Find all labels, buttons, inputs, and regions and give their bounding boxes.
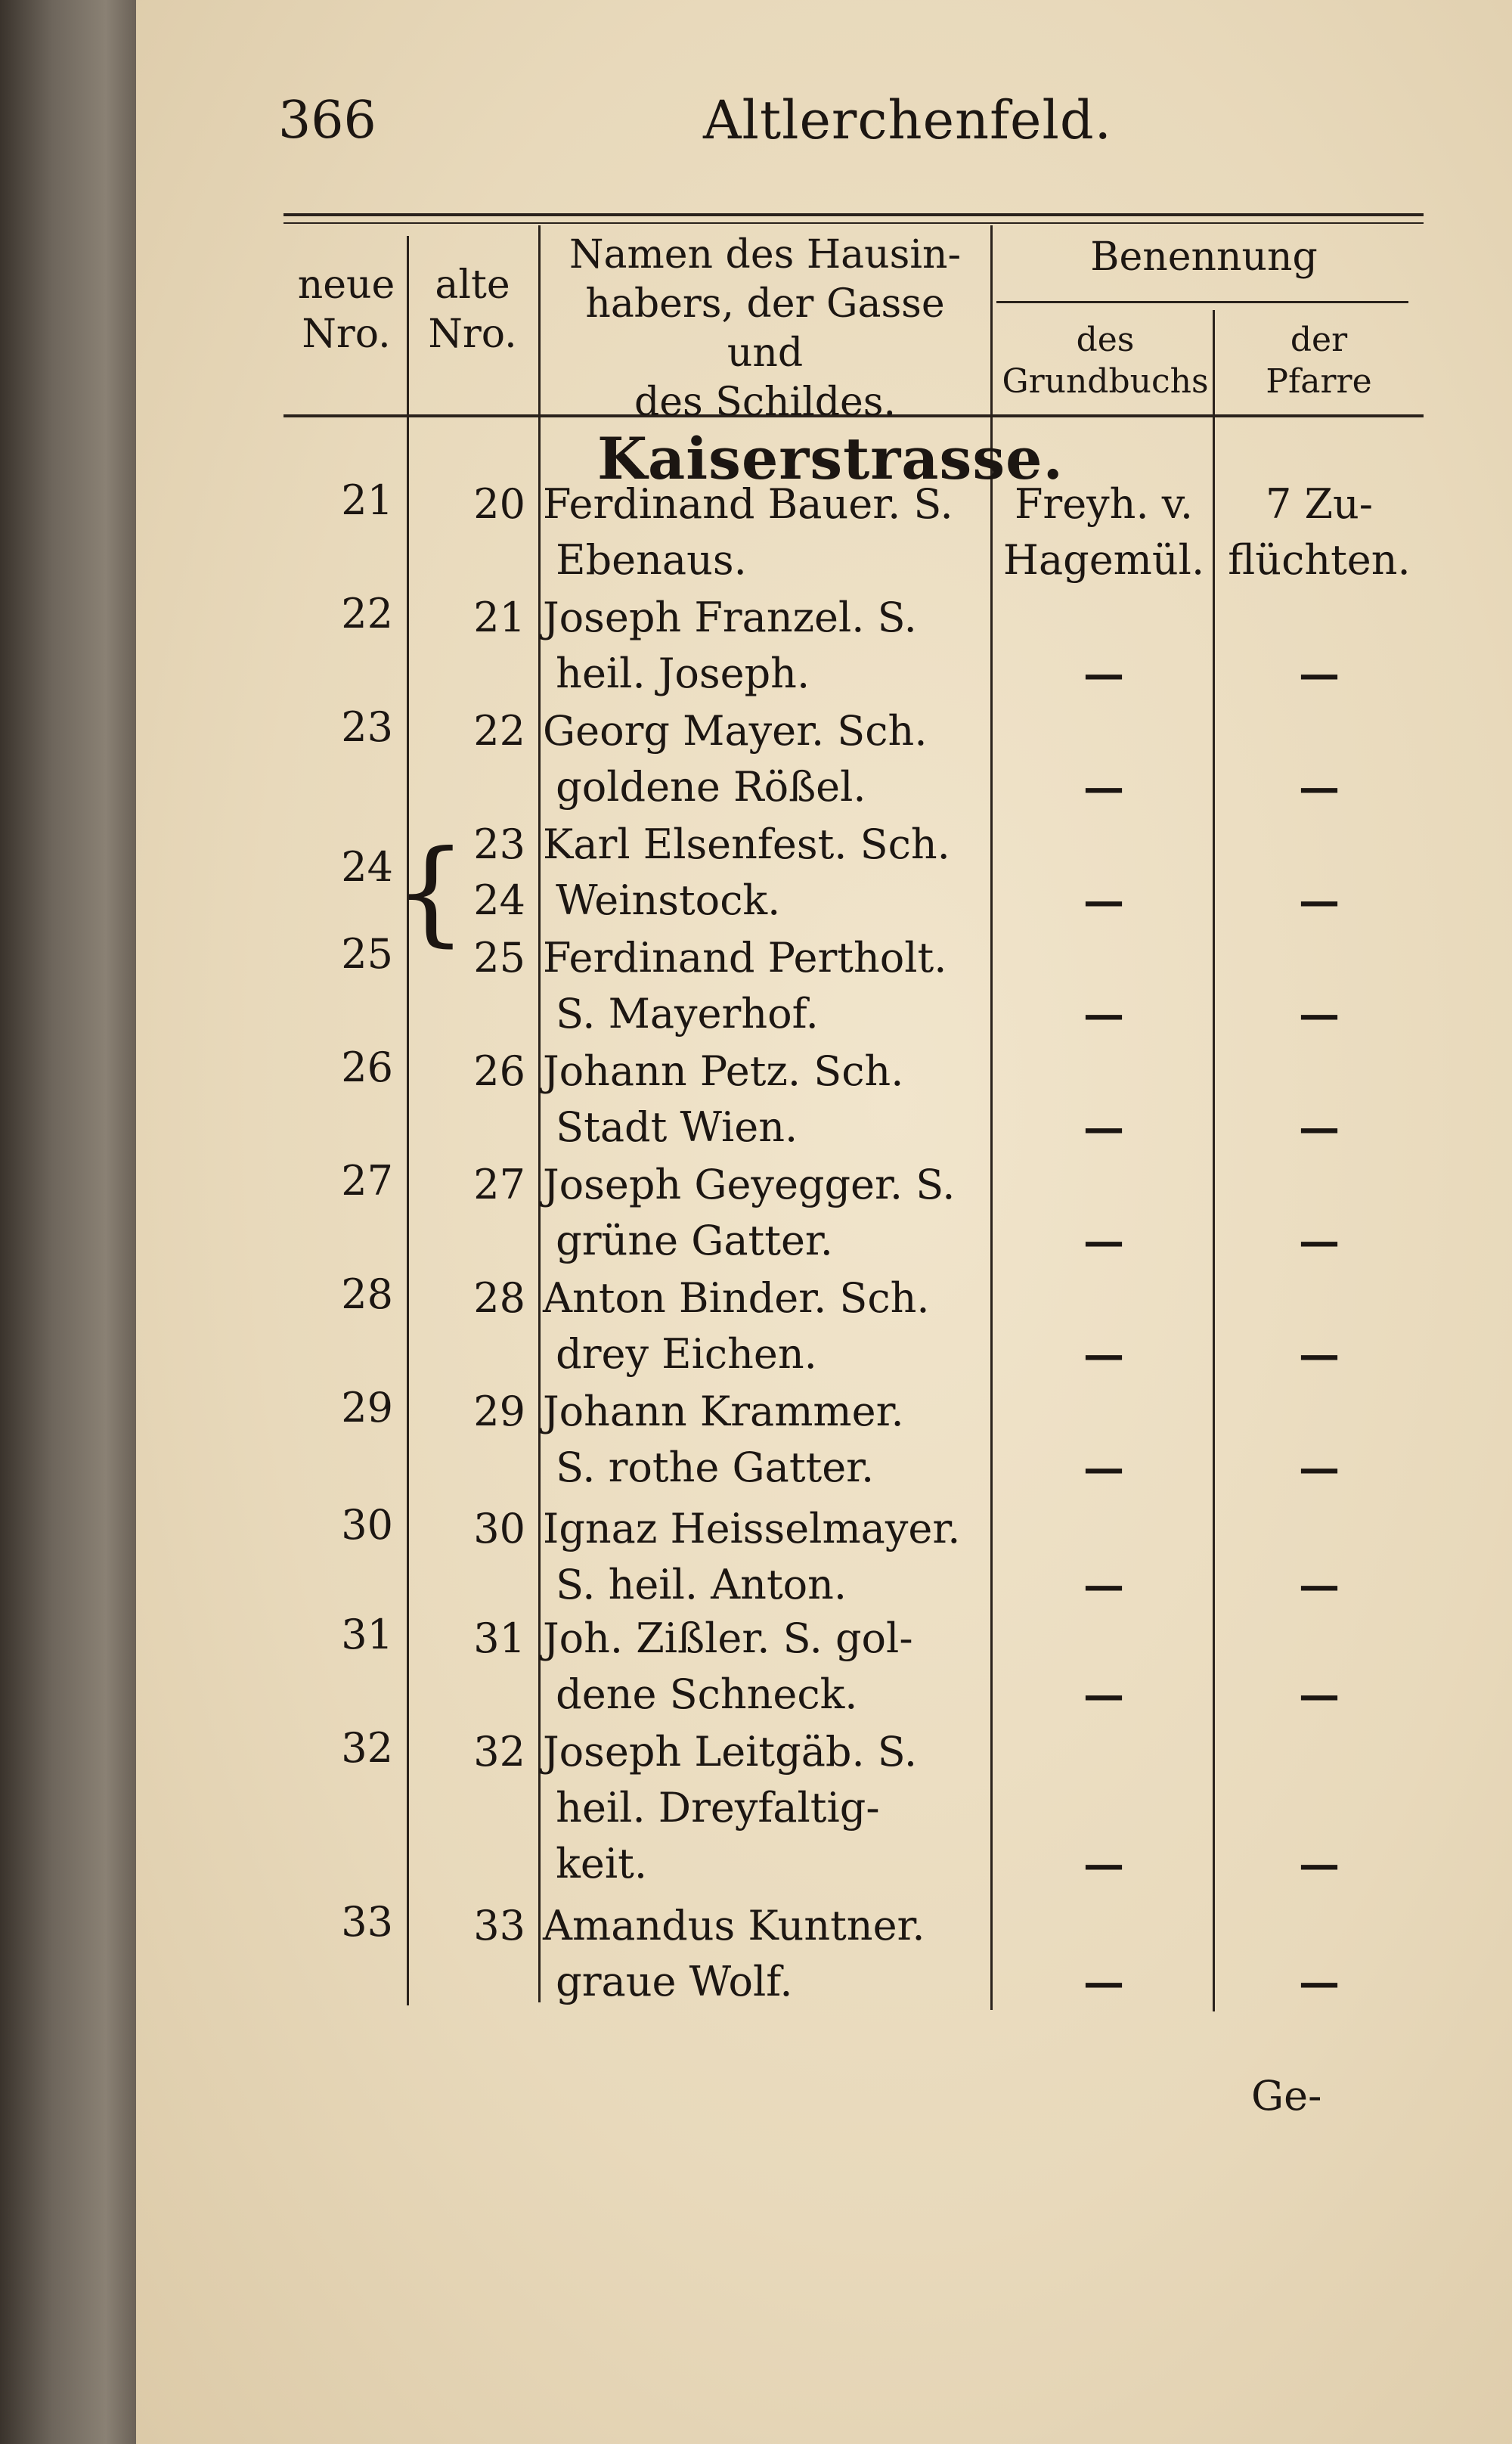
column-line [407,236,409,2005]
pfarre-value: — [1299,1840,1340,1888]
house-entry: Joseph Geyegger. S. grüne Gatter. [543,1161,956,1264]
new-number: 23 [341,703,393,751]
grundbuch-value: — [1083,1330,1124,1379]
house-entry: Georg Mayer. Sch. goldene Rößel. [543,707,928,811]
pfarre-value: — [1299,1561,1340,1609]
header-grundbuch: des Grundbuchs [1002,321,1209,401]
grundbuch-value: — [1083,1217,1124,1265]
old-number: 23 24 [473,820,525,924]
house-entry: Karl Elsenfest. Sch. Weinstock. [543,820,950,924]
new-number: 28 [341,1270,393,1318]
house-entry: Johann Petz. Sch. Stadt Wien. [543,1047,904,1151]
grundbuch-value: Freyh. v. Hagemül. [1002,480,1205,584]
new-number: 21 [341,476,393,524]
column-line [538,225,541,2002]
pfarre-value: — [1299,763,1340,811]
old-number: 30 [473,1505,525,1552]
new-number: 29 [341,1384,393,1431]
pfarre-value: — [1299,876,1340,925]
new-number: 26 [341,1044,393,1091]
old-number: 33 [473,1902,525,1949]
old-number: 26 [473,1047,525,1095]
house-entry: Joseph Franzel. S. heil. Joseph. [543,594,917,697]
pfarre-value: — [1299,1444,1340,1492]
header-name: Namen des Hausin- habers, der Gasse und des Schildes. [569,232,962,425]
catchword: Ge- [1251,2072,1322,2120]
house-entry: Ignaz Heisselmayer. S. heil. Anton. [543,1505,961,1608]
column-line [1213,310,1215,2011]
page-number: 366 [278,91,376,150]
grundbuch-value: — [1083,650,1124,698]
benennung-rule [996,301,1408,303]
old-number: 22 [473,707,525,755]
pfarre-value: — [1299,1330,1340,1379]
new-number: 27 [341,1157,393,1205]
page-title: Altlerchenfeld. [703,89,1112,151]
header-old-number: alte Nro. [428,262,517,357]
old-number: 21 [473,594,525,641]
new-number: 24 [341,843,393,891]
grundbuch-value: — [1083,1561,1124,1609]
new-number: 30 [341,1501,393,1549]
house-entry: Amandus Kuntner. graue Wolf. [543,1902,925,2005]
new-number: 31 [341,1611,393,1658]
old-number: 28 [473,1274,525,1322]
pfarre-value: — [1299,1217,1340,1265]
old-number: 31 [473,1614,525,1662]
grundbuch-value: — [1083,763,1124,811]
house-entry: Joseph Leitgäb. S. heil. Dreyfaltig- keit. [543,1728,918,1887]
old-number: 32 [473,1728,525,1776]
house-entry: Joh. Zißler. S. gol- dene Schneck. [543,1614,913,1718]
header-pfarre: der Pfarre [1266,321,1372,401]
column-line [990,225,993,2010]
header-new-number: neue Nro. [297,262,395,357]
table-top-rule [284,213,1424,216]
grundbuch-value: — [1083,1444,1124,1492]
grundbuch-value: — [1083,876,1124,925]
house-entry: Ferdinand Bauer. S. Ebenaus. [543,480,953,584]
old-number: 29 [473,1388,525,1435]
grundbuch-value: — [1083,1103,1124,1152]
new-number: 25 [341,930,393,978]
grundbuch-value: — [1083,1670,1124,1719]
old-number: 20 [473,480,525,528]
pfarre-value: 7 Zu- flüchten. [1228,480,1411,584]
house-entry: Ferdinand Pertholt. S. Mayerhof. [543,934,947,1037]
grundbuch-value: — [1083,990,1124,1038]
pfarre-value: — [1299,650,1340,698]
pfarre-value: — [1299,1670,1340,1719]
grundbuch-value: — [1083,1958,1124,2006]
house-entry: Johann Krammer. S. rothe Gatter. [543,1388,904,1491]
street-heading: Kaiserstrasse. [597,425,1064,492]
new-number: 22 [341,590,393,637]
book-spine [0,0,151,2444]
pfarre-value: — [1299,990,1340,1038]
old-number: 27 [473,1161,525,1208]
new-number: 32 [341,1724,393,1772]
grundbuch-value: — [1083,1840,1124,1888]
new-number: 33 [341,1898,393,1946]
header-benennung: Benennung [1090,234,1318,280]
pfarre-value: — [1299,1103,1340,1152]
brace-mark: { [395,827,467,958]
house-entry: Anton Binder. Sch. drey Eichen. [543,1274,930,1378]
old-number: 25 [473,934,525,982]
table-top-rule-thin [284,222,1424,224]
pfarre-value: — [1299,1958,1340,2006]
